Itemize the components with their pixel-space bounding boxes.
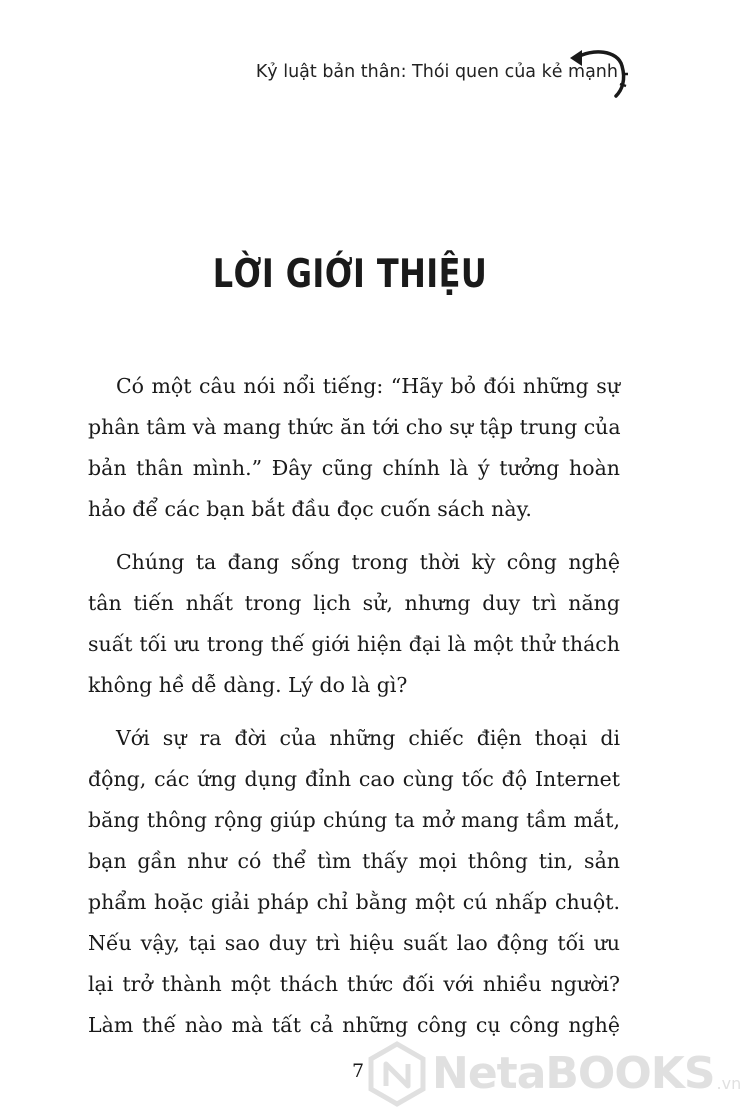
netabooks-logo-icon — [368, 1042, 426, 1106]
page-number: 7 — [352, 1060, 365, 1082]
paragraph — [88, 718, 620, 1046]
watermark-suffix: .vn — [716, 1073, 741, 1093]
curved-arrow-icon — [568, 44, 632, 106]
running-header: Kỷ luật bản thân: Thói quen của kẻ mạnh — [255, 62, 618, 82]
text-line: Với sự ra đời của những chiếc điện thoại di — [116, 726, 620, 750]
text-line: bạn gần như có thể tìm thấy mọi thông tin, sản — [88, 849, 620, 873]
text-line: phân tâm và mang thức ăn tới cho sự tập trung của — [88, 415, 621, 439]
text-line: hảo để các bạn bắt đầu đọc cuốn sách này. — [88, 497, 532, 521]
text-line: Chúng ta đang sống trong thời kỳ công nghệ — [116, 550, 620, 574]
text-line: không hề dễ dàng. Lý do là gì? — [88, 673, 408, 697]
watermark-brand: NetaBOOKS — [432, 1048, 715, 1099]
text-line: băng thông rộng giúp chúng ta mở mang tầm mắt, — [88, 808, 620, 832]
text-line: động, các ứng dụng đỉnh cao cùng tốc độ Internet — [88, 767, 620, 791]
paragraph — [88, 542, 620, 706]
watermark — [368, 1042, 741, 1106]
text-line: Có một câu nói nổi tiếng: “Hãy bỏ đói những sự — [116, 374, 620, 398]
text-line: Nếu vậy, tại sao duy trì hiệu suất lao động tối ưu — [88, 931, 620, 955]
text-line: lại trở thành một thách thức đối với nhiều người? — [88, 972, 620, 996]
text-line: suất tối ưu trong thế giới hiện đại là một thử thách — [88, 632, 620, 656]
paragraph — [88, 366, 620, 530]
text-line: phẩm hoặc giải pháp chỉ bằng một cú nhấp chuột. — [88, 890, 620, 914]
text-line: bản thân mình.” Đây cũng chính là ý tưởng hoàn — [88, 456, 620, 480]
text-line: tân tiến nhất trong lịch sử, nhưng duy trì năng — [88, 591, 620, 615]
chapter-title: LỜI GIỚI THIỆU — [212, 252, 488, 297]
text-line: Làm thế nào mà tất cả những công cụ công nghệ — [88, 1013, 620, 1037]
body-text — [88, 366, 620, 1046]
